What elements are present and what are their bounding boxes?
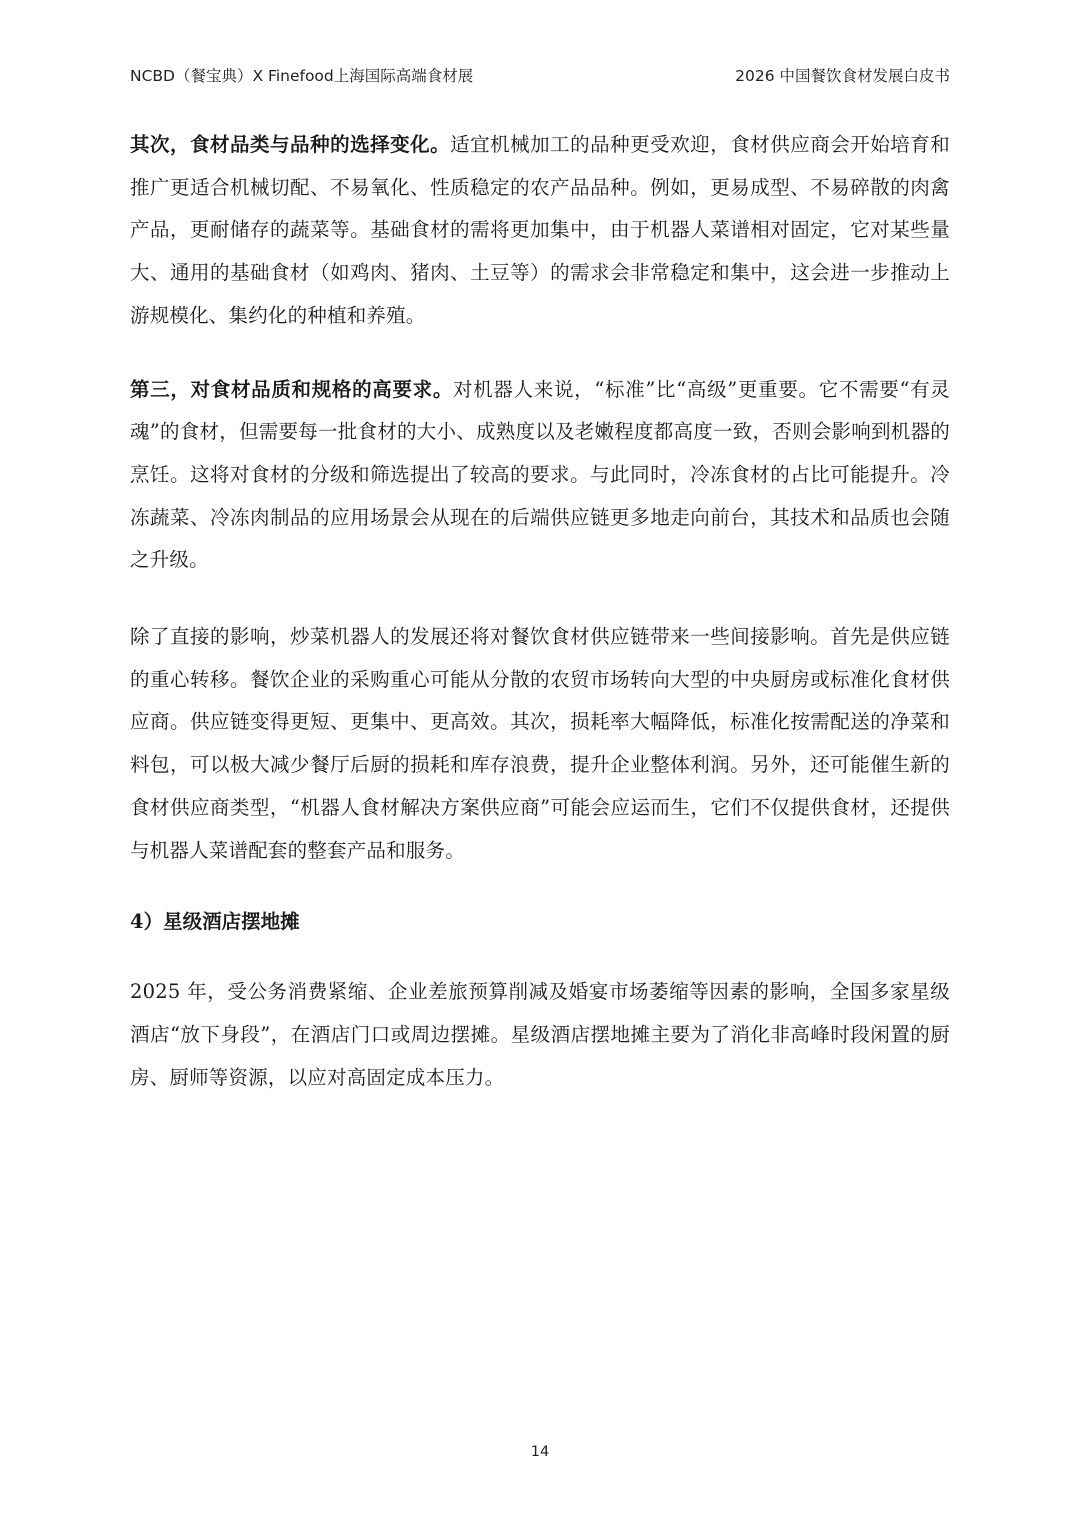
paragraph-body: 2025 年，受公务消费紧缩、企业差旅预算削减及婚宴市场萎缩等因素的影响，全国多家星级酒店“放下身段”，在酒店门口或周边摆摊。星级酒店摆地摊主要为了消化非高峰时段闲置的厨房、厨师等资源，以应对高固定成本压力。 [130, 980, 950, 1089]
paragraph-quality-requirements [130, 369, 950, 583]
page-header [130, 64, 950, 86]
paragraph-hotel-street-stalls [130, 971, 950, 1099]
paragraph-ingredient-variety [130, 124, 950, 338]
paragraph-body: 对机器人来说，“标准”比“高级”更重要。它不需要“有灵魂”的食材，但需要每一批食材的大小、成熟度以及老嫩程度都高度一致，否则会影响到机器的烹饪。这将对食材的分级和筛选提出了较高的要求。与此同时，冷冻食材的占比可能提升。冷冻蔬菜、冷冻肉制品的应用场景会从现在的后端供应链更多地走向前台，其技术和品质也会随之升级。 [130, 377, 950, 572]
paragraph-lead: 第三，对食材品质和规格的高要求。 [130, 377, 454, 401]
paragraph-body: 适宜机械加工的品种更受欢迎，食材供应商会开始培育和推广更适合机械切配、不易氧化、性质稳定的农产品品种。例如，更易成型、不易碎散的肉禽产品，更耐储存的蔬菜等。基础食材的需将更加集中，由于机器人菜谱相对固定，它对某些量大、通用的基础食材（如鸡肉、猪肉、土豆等）的需求会非常稳定和集中，这会进一步推动上游规模化、集约化的种植和养殖。 [130, 133, 950, 327]
paragraph-body: 除了直接的影响，炒菜机器人的发展还将对餐饮食材供应链带来一些间接影响。首先是供应链的重心转移。餐饮企业的采购重心可能从分散的农贸市场转向大型的中央厨房或标准化食材供应商。供应链变得更短、更集中、更高效。其次，损耗率大幅降低，标准化按需配送的净菜和料包，可以极大减少餐厅后厨的损耗和库存浪费，提升企业整体利润。另外，还可能催生新的食材供应商类型，“机器人食材解决方案供应商”可能会应运而生，它们不仅提供食材，还提供与机器人菜谱配套的整套产品和服务。 [130, 625, 950, 862]
paragraph-indirect-impact [130, 616, 950, 872]
section-heading: 4）星级酒店摆地摊 [130, 910, 300, 934]
page-number: 14 [530, 1444, 550, 1460]
page-content [130, 124, 950, 1099]
header-left-title: NCBD（餐宝典）X Finefood上海国际高端食材展 [130, 67, 474, 85]
header-right-title: 2026 中国餐饮食材发展白皮书 [735, 67, 950, 85]
paragraph-lead: 其次，食材品类与品种的选择变化。 [130, 133, 451, 156]
